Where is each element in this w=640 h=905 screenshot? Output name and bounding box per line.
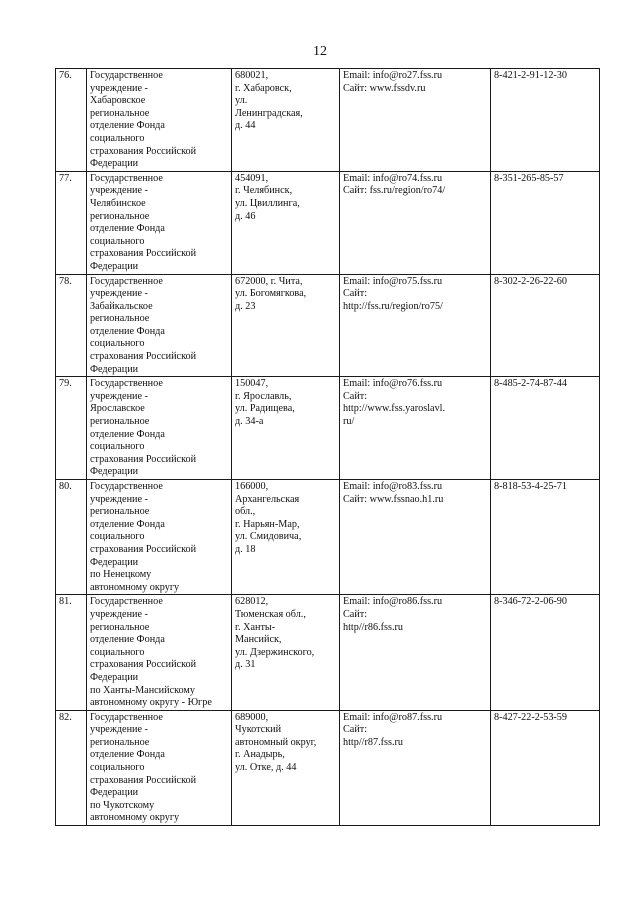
organization-name-cell: [87, 69, 232, 172]
organization-name-cell: [87, 480, 232, 595]
organization-name-line: Государственное: [90, 711, 163, 723]
address-line: ул. Дзержинского,: [235, 646, 315, 658]
address-cell: [232, 274, 340, 377]
organization-name-cell: [87, 377, 232, 480]
organization-name-line: региональное: [90, 313, 150, 325]
address-cell: [232, 377, 340, 480]
address-line: г. Хабаровск,: [235, 82, 292, 94]
address-line: ул. Цвиллинга,: [235, 197, 300, 209]
address-cell: [232, 171, 340, 274]
phone-cell: 8-421-2-91-12-30: [491, 69, 600, 172]
address-cell: [232, 69, 340, 172]
address-line: Мансийск,: [235, 634, 282, 646]
address-line: д. 46: [235, 210, 256, 222]
address-line: Тюменская обл.,: [235, 608, 306, 620]
phone-cell: 8-818-53-4-25-71: [491, 480, 600, 595]
contact-line: Сайт:: [343, 724, 368, 736]
organization-name-line: учреждение -: [90, 724, 148, 736]
organization-name-line: Государственное: [90, 378, 163, 390]
table-row: [56, 595, 600, 710]
contact-line: Сайт:: [343, 288, 368, 300]
contact-line: Email: info@ro74.fss.ru: [343, 172, 443, 184]
address-line: Чукотский: [235, 724, 282, 736]
address-line: г. Ханты-: [235, 621, 276, 633]
address-line: 454091,: [235, 172, 269, 184]
address-line: ул. Смидовича,: [235, 531, 302, 543]
organization-name-line: Государственное: [90, 275, 163, 287]
contacts-cell: [340, 710, 491, 825]
organization-name-line: региональное: [90, 416, 150, 428]
organization-name-line: социального: [90, 646, 145, 658]
phone-cell: 8-346-72-2-06-90: [491, 595, 600, 710]
contact-line: Email: info@ro87.fss.ru: [343, 711, 443, 723]
contact-line: Email: info@ro86.fss.ru: [343, 596, 443, 608]
contact-line: Сайт: www.fssdv.ru: [343, 82, 426, 94]
contacts-cell: [340, 69, 491, 172]
organization-name-cell: [87, 595, 232, 710]
contacts-cell: [340, 171, 491, 274]
organization-name-line: отделение Фонда: [90, 120, 165, 132]
organization-name-line: региональное: [90, 107, 150, 119]
address-line: 672000, г. Чита,: [235, 275, 303, 287]
organization-name-line: страхования Российской: [90, 453, 197, 465]
organization-name-line: учреждение -: [90, 608, 148, 620]
address-line: 628012,: [235, 596, 269, 608]
organization-name-line: социального: [90, 235, 145, 247]
organization-name-line: автономному округу: [90, 812, 180, 824]
contact-line: Email: info@ro27.fss.ru: [343, 70, 443, 81]
address-line: 689000,: [235, 711, 269, 723]
organization-name-line: социального: [90, 531, 145, 543]
table-row: [56, 377, 600, 480]
organization-name-line: региональное: [90, 506, 150, 518]
contact-line: http://fss.ru/region/ro75/: [343, 300, 443, 312]
organization-name-line: Федерации: [90, 671, 139, 683]
organization-name-line: социального: [90, 441, 145, 453]
organization-name-line: отделение Фонда: [90, 749, 165, 761]
table-row: [56, 710, 600, 825]
organization-name-line: страхования Российской: [90, 248, 197, 260]
organization-name-line: Забайкальское: [90, 300, 153, 312]
contacts-cell: [340, 480, 491, 595]
address-line: автономный округ,: [235, 736, 317, 748]
address-line: 150047,: [235, 378, 269, 390]
address-cell: [232, 595, 340, 710]
organization-name-line: Федерации: [90, 787, 139, 799]
organization-name-line: Хабаровское: [90, 95, 146, 107]
table-row: [56, 69, 600, 172]
organization-name-line: отделение Фонда: [90, 518, 165, 530]
address-line: г. Нарьян-Мар,: [235, 518, 300, 530]
address-line: обл.,: [235, 506, 256, 518]
organization-name-line: страхования Российской: [90, 145, 197, 157]
organization-name-line: учреждение -: [90, 82, 148, 94]
address-line: Архангельская: [235, 493, 300, 505]
organization-name-line: Государственное: [90, 172, 163, 184]
organization-name-line: учреждение -: [90, 390, 148, 402]
address-line: г. Ярославль,: [235, 390, 292, 402]
organization-name-line: Государственное: [90, 70, 163, 81]
row-number-cell: 81.: [56, 595, 87, 710]
table-body: [56, 69, 600, 826]
row-number-cell: 82.: [56, 710, 87, 825]
address-line: 166000,: [235, 481, 269, 492]
address-line: г. Анадырь,: [235, 749, 285, 761]
phone-cell: 8-485-2-74-87-44: [491, 377, 600, 480]
contacts-cell: [340, 377, 491, 480]
organization-name-cell: [87, 171, 232, 274]
contact-line: http://www.fss.yaroslavl.: [343, 403, 446, 415]
address-cell: [232, 710, 340, 825]
organization-name-line: социального: [90, 338, 145, 350]
address-cell: [232, 480, 340, 595]
address-line: ул.: [235, 95, 248, 107]
organization-name-line: региональное: [90, 621, 150, 633]
contact-line: Сайт: www.fssnao.h1.ru: [343, 493, 444, 505]
organization-name-line: отделение Фонда: [90, 325, 165, 337]
organization-name-line: страхования Российской: [90, 351, 197, 363]
organization-name-line: учреждение -: [90, 288, 148, 300]
phone-cell: 8-302-2-26-22-60: [491, 274, 600, 377]
address-line: ул. Отке, д. 44: [235, 762, 297, 774]
organization-name-line: Федерации: [90, 260, 139, 272]
row-number-cell: 78.: [56, 274, 87, 377]
organization-name-line: Федерации: [90, 466, 139, 478]
row-number-cell: 80.: [56, 480, 87, 595]
organization-name-line: Государственное: [90, 481, 163, 492]
address-line: д. 44: [235, 120, 256, 132]
organization-name-line: социального: [90, 762, 145, 774]
address-line: ул. Богомягкова,: [235, 288, 307, 300]
organization-name-line: Федерации: [90, 158, 139, 170]
organization-name-line: Федерации: [90, 363, 139, 375]
address-line: д. 18: [235, 543, 256, 555]
regional-offices-table: [55, 68, 600, 826]
organization-name-line: страхования Российской: [90, 543, 197, 555]
address-line: д. 34-а: [235, 416, 264, 428]
contact-line: http//r87.fss.ru: [343, 736, 403, 748]
address-line: ул. Радищева,: [235, 403, 295, 415]
contact-line: Сайт:: [343, 608, 368, 620]
organization-name-line: по Чукотскому: [90, 799, 155, 811]
page-number: 12: [313, 44, 327, 59]
row-number-cell: 77.: [56, 171, 87, 274]
address-line: 680021,: [235, 70, 269, 81]
organization-name-line: учреждение -: [90, 185, 148, 197]
contact-line: Сайт: fss.ru/region/ro74/: [343, 185, 446, 197]
organization-name-line: Ярославское: [90, 403, 145, 415]
contact-line: http//r86.fss.ru: [343, 621, 403, 633]
row-number-cell: 79.: [56, 377, 87, 480]
table-row: [56, 171, 600, 274]
organization-name-line: Федерации: [90, 556, 139, 568]
organization-name-line: отделение Фонда: [90, 223, 165, 235]
organization-name-line: отделение Фонда: [90, 428, 165, 440]
organization-name-line: страхования Российской: [90, 774, 197, 786]
organization-name-line: по Ханты-Мансийскому: [90, 684, 195, 696]
table-row: [56, 480, 600, 595]
address-line: д. 23: [235, 300, 256, 312]
organization-name-line: социального: [90, 132, 145, 144]
contact-line: Email: info@ro83.fss.ru: [343, 481, 443, 492]
organization-name-line: региональное: [90, 736, 150, 748]
organization-name-line: отделение Фонда: [90, 634, 165, 646]
address-line: г. Челябинск,: [235, 185, 293, 197]
organization-name-line: региональное: [90, 210, 150, 222]
row-number-cell: 76.: [56, 69, 87, 172]
organization-name-line: автономному округу - Югре: [90, 697, 212, 709]
phone-cell: 8-427-22-2-53-59: [491, 710, 600, 825]
address-line: д. 31: [235, 659, 256, 671]
organization-name-cell: [87, 274, 232, 377]
organization-name-line: по Ненецкому: [90, 569, 152, 581]
organization-name-cell: [87, 710, 232, 825]
organization-name-line: учреждение -: [90, 493, 148, 505]
table-row: [56, 274, 600, 377]
organization-name-line: страхования Российской: [90, 659, 197, 671]
address-line: Ленинградская,: [235, 107, 303, 119]
contact-line: Email: info@ro76.fss.ru: [343, 378, 443, 390]
contact-line: Email: info@ro75.fss.ru: [343, 275, 443, 287]
phone-cell: 8-351-265-85-57: [491, 171, 600, 274]
contact-line: ru/: [343, 416, 355, 428]
organization-name-line: Челябинское: [90, 197, 146, 209]
organization-name-line: автономному округу: [90, 581, 180, 593]
contacts-cell: [340, 274, 491, 377]
organization-name-line: Государственное: [90, 596, 163, 608]
contact-line: Сайт:: [343, 390, 368, 402]
contacts-cell: [340, 595, 491, 710]
